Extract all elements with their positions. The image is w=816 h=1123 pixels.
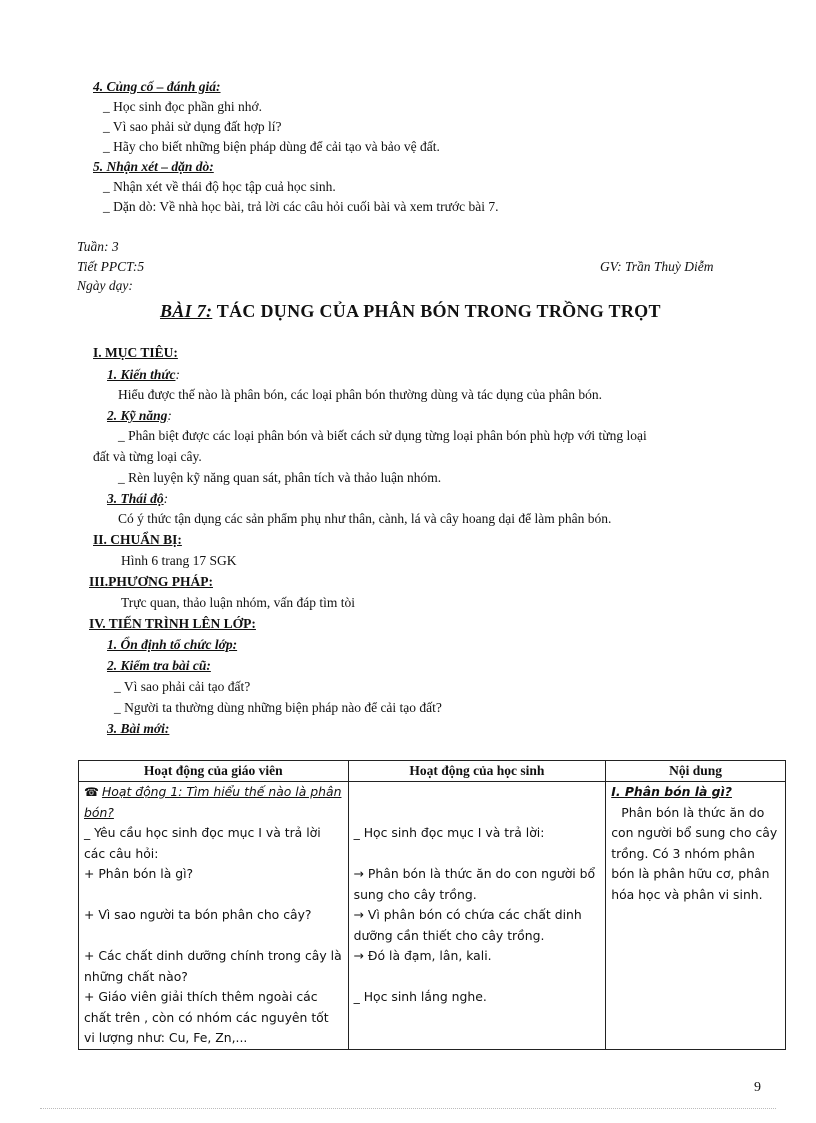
- footer-divider: [40, 1108, 776, 1109]
- skills-text: _ Phân biệt được các loại phân bón và biết cách sử dụng từng loại phân bón phù hợp với từng loại: [118, 428, 647, 443]
- remarks-item: _ Dặn dò: Về nhà học bài, trả lời các câu hỏi cuối bài và xem trước bài 7.: [103, 199, 499, 214]
- teacher-line: + Phân bón là gì?: [84, 866, 194, 881]
- teacher-line: + Giáo viên giải thích thêm ngoài các chất trên , còn có nhóm các nguyên tốt vi lượng như: Cu, Fe, Zn,...: [84, 989, 329, 1045]
- remarks-item: _ Nhận xét về thái độ học tập cuả học sinh.: [103, 179, 336, 194]
- method-text: Trực quan, thảo luận nhóm, vấn đáp tìm tòi: [121, 595, 356, 610]
- knowledge-text: Hiểu được thế nào là phân bón, các loại phân bón thường dùng và tác dụng của phân bón.: [118, 387, 603, 402]
- header-content: Nội dung: [606, 761, 786, 782]
- week-label: Tuần: 3: [77, 239, 119, 254]
- step3-heading: 3. Bài mới:: [107, 721, 170, 736]
- step2-item: _ Người ta thường dùng những biện pháp nào để cải tạo đất?: [114, 700, 442, 715]
- process-heading: IV. TIẾN TRÌNH LÊN LỚP:: [89, 616, 256, 631]
- header-teacher: Hoạt động của giáo viên: [79, 761, 349, 782]
- table-row: [79, 782, 786, 1050]
- lesson-name: TÁC DỤNG CỦA PHÂN BÓN TRONG TRỒNG TRỌT: [216, 301, 661, 321]
- header-student: Hoạt động của học sinh: [348, 761, 606, 782]
- knowledge-heading: 1. Kiến thức:: [107, 367, 180, 382]
- student-line: _ Học sinh đọc mục I và trả lời:: [353, 825, 545, 840]
- method-heading: III.PHƯƠNG PHÁP:: [89, 574, 213, 589]
- activity-title: Hoạt động 1: Tìm hiểu thế nào là phân bón?: [84, 784, 342, 820]
- student-line: _ Học sinh lắng nghe.: [353, 989, 487, 1004]
- step2-item: _ Vì sao phải cải tạo đất?: [114, 679, 251, 694]
- remarks-heading: 5. Nhận xét – dặn dò:: [93, 159, 214, 174]
- preparation-heading: II. CHUẨN BỊ:: [93, 532, 182, 547]
- step2-heading: 2. Kiểm tra bài cũ:: [107, 658, 211, 673]
- review-heading: 4. Củng cố – đánh giá:: [93, 79, 221, 94]
- objectives-heading: I. MỤC TIÊU:: [93, 345, 178, 360]
- page-number: 9: [754, 1080, 761, 1095]
- step1-heading: 1. Ổn định tổ chức lớp:: [107, 637, 238, 652]
- activity-table: [78, 760, 786, 1050]
- attitude-heading: 3. Thái độ:: [107, 491, 169, 506]
- skills-text: đất và từng loại cây.: [93, 449, 202, 464]
- review-item: _ Vì sao phải sử dụng đất hợp lí?: [103, 119, 282, 134]
- teacher-line: + Vì sao người ta bón phân cho cây?: [84, 907, 312, 922]
- teacher-line: + Các chất dinh dưỡng chính trong cây là những chất nào?: [84, 948, 342, 984]
- content-heading: I. Phân bón là gì?: [611, 784, 732, 799]
- attitude-text: Có ý thức tận dụng các sản phẩm phụ như thân, cành, lá và cây hoang dại để làm phân bón.: [118, 511, 612, 526]
- table-header-row: [79, 761, 786, 782]
- review-item: _ Học sinh đọc phần ghi nhớ.: [103, 99, 262, 114]
- skills-heading: 2. Kỹ năng:: [107, 408, 172, 423]
- content-text: Phân bón là thức ăn do con người bổ sung cho cây trồng. Có 3 nhóm phân bón là phân hữu cơ, phân hóa học và phân vi sinh.: [611, 804, 778, 902]
- lesson-title: [160, 299, 661, 323]
- student-line: → Vì phân bón có chứa các chất dinh dưỡng cần thiết cho cây trồng.: [353, 907, 582, 943]
- preparation-text: Hình 6 trang 17 SGK: [121, 553, 237, 568]
- teacher-cell: [79, 782, 349, 1050]
- phone-icon: ☎: [84, 785, 99, 799]
- student-cell: [348, 782, 606, 1050]
- student-line: → Phân bón là thức ăn do con người bổ sung cho cây trồng.: [353, 866, 596, 902]
- date-label: Ngày dạy:: [77, 278, 133, 293]
- skills-text: _ Rèn luyện kỹ năng quan sát, phân tích và thảo luận nhóm.: [118, 470, 442, 485]
- student-line: → Đó là đạm, lân, kali.: [353, 948, 492, 963]
- teacher-line: _ Yêu cầu học sinh đọc mục I và trả lời các câu hỏi:: [84, 825, 321, 861]
- review-item: _ Hãy cho biết những biện pháp dùng để cải tạo và bảo vệ đất.: [103, 139, 440, 154]
- period-label: Tiết PPCT:5: [77, 259, 145, 274]
- teacher-label: GV: Trần Thuỳ Diễm: [600, 259, 714, 274]
- content-cell: [606, 782, 786, 1050]
- lesson-label: BÀI 7:: [160, 301, 213, 321]
